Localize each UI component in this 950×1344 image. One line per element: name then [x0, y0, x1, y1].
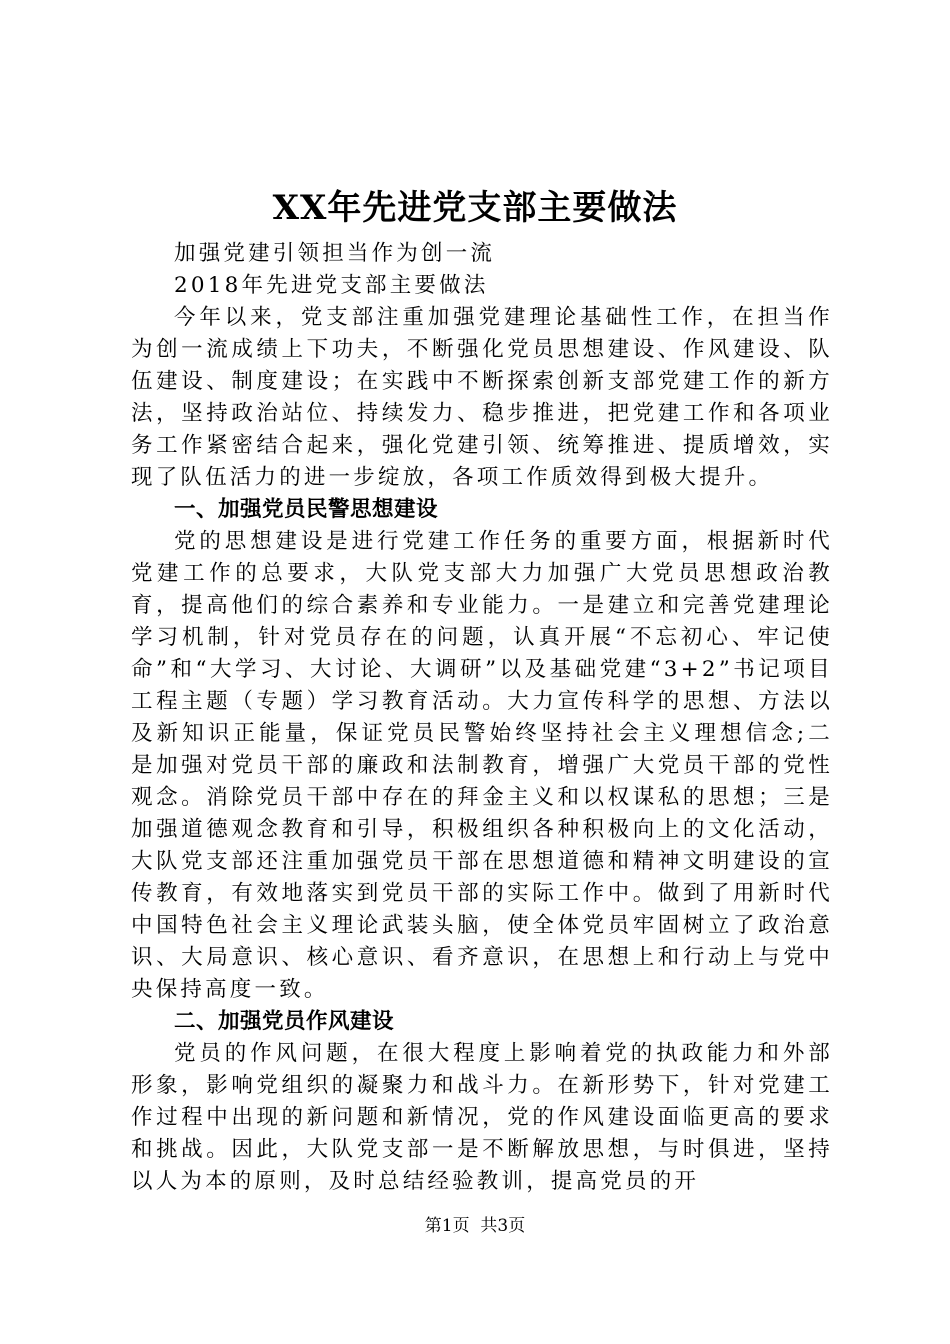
document-body [131, 238, 833, 1198]
section-2-paragraph: 党员的作风问题，在很大程度上影响着党的执政能力和外部形象，影响党组织的凝聚力和战斗力。在新形势下，针对党建工作过程中出现的新问题和新情况，党的作风建设面临更高的要求和挑战。因此，大队党支部一是不断解放思想，与时俱进，坚持以人为本的原则，及时总结经验教训，提高党员的开 [131, 1041, 833, 1194]
document-title: XX年先进党支部主要做法 [272, 188, 678, 228]
subtitle-line-1: 加强党建引领担当作为创一流 [174, 241, 496, 266]
page-number-footer: 第1页 共3页 [424, 1216, 526, 1236]
section-1-paragraph: 党的思想建设是进行党建工作任务的重要方面，根据新时代党建工作的总要求，大队党支部大力加强广大党员思想政治教育，提高他们的综合素养和专业能力。一是建立和完善党建理论学习机制，针对党员存在的问题，认真开展“不忘初心、牢记使命”和“大学习、大讨论、大调研”以及基础党建“3+2”书记项目工程主题（专题）学习教育活动。大力宣传科学的思想、方法以及新知识正能量，保证党员民警始终坚持社会主义理想信念;二是加强对党员干部的廉政和法制教育，增强广大党员干部的党性观念。消除党员干部中存在的拜金主义和以权谋私的思想；三是加强道德观念教育和引导，积极组织各种积极向上的文化活动，大队党支部还注重加强党员干部在思想道德和精神文明建设的宣传教育，有效地落实到党员干部的实际工作中。做到了用新时代中国特色社会主义理论武装头脑，使全体党员牢固树立了政治意识、大局意识、核心意识、看齐意识，在思想上和行动上与党中央保持高度一致。 [131, 529, 833, 1002]
section-2-heading: 二、加强党员作风建设 [174, 1009, 395, 1034]
section-1-heading: 一、加强党员民警思想建设 [174, 497, 439, 522]
intro-paragraph: 今年以来，党支部注重加强党建理论基础性工作，在担当作为创一流成绩上下功夫，不断强化党员思想建设、作风建设、队伍建设、制度建设；在实践中不断探索创新支部党建工作的新方法，坚持政治站位、持续发力、稳步推进，把党建工作和各项业务工作紧密结合起来，强化党建引领、统筹推进、提质增效，实现了队伍活力的进一步绽放，各项工作质效得到极大提升。 [131, 305, 833, 490]
subtitle-line-2: 2018年先进党支部主要做法 [174, 273, 489, 298]
